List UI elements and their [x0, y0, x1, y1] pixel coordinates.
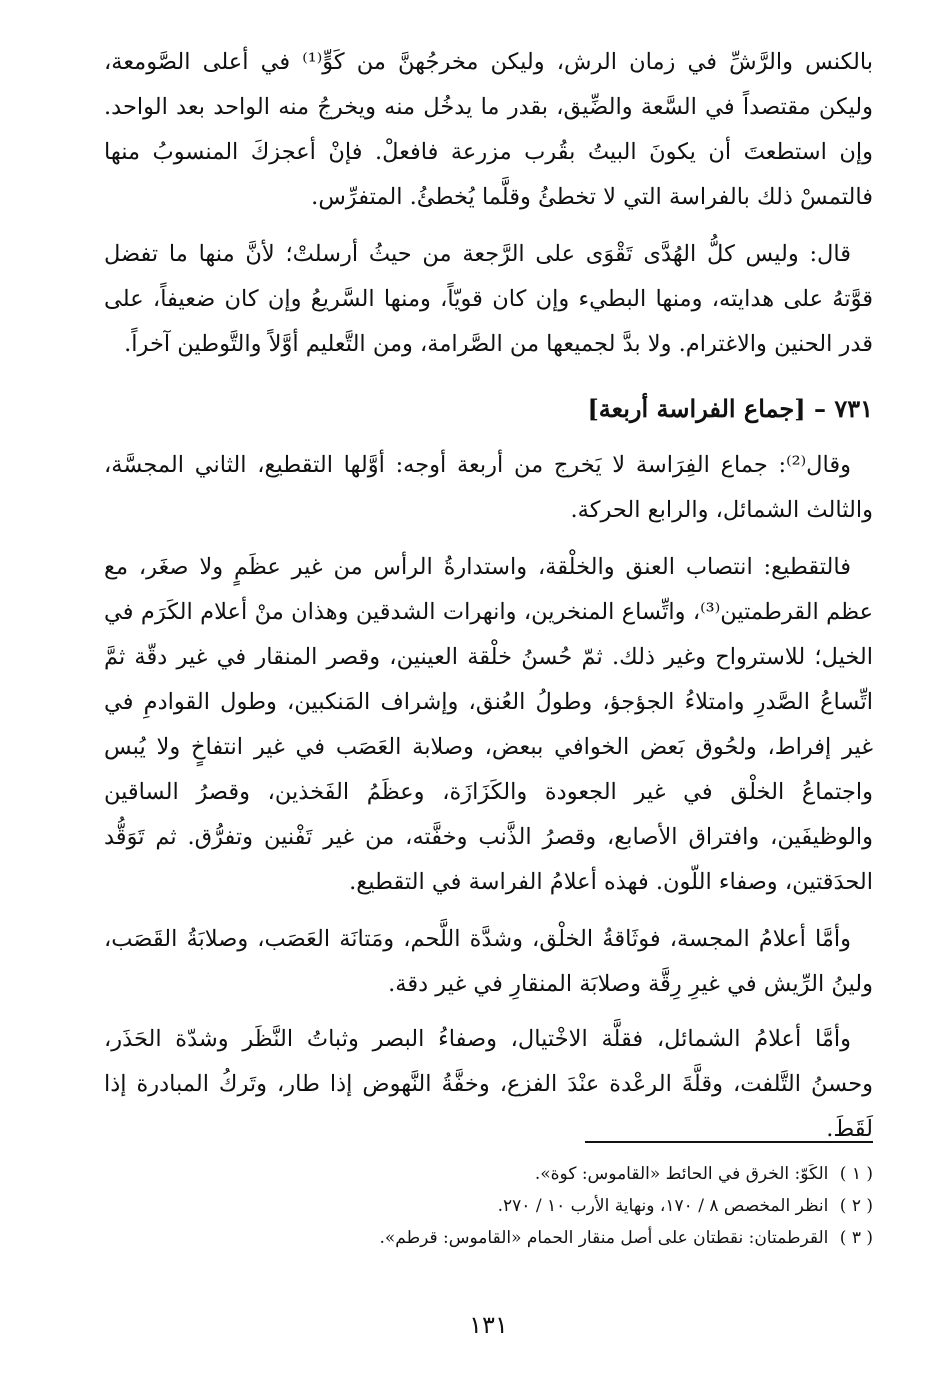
footnotes-list [104, 1158, 873, 1254]
section-dash: – [813, 394, 826, 423]
footnote-item [104, 1190, 873, 1222]
footnote-number: ( ٣ ) [839, 1228, 873, 1248]
paragraph-shamail: وأمَّا أعلامُ الشمائل، فقلَّة الاخْتيال، وصفاءُ البصر وثباتُ النَّظَر وشدّة الحَذَر، وحسنُ التَّلفت، وقلَّةَ الرعْدة عنْدَ الفزع، وخفَّةُ النَّهوض إذا طار، وتَركُ المبادرة إذا لَقَطَ. [104, 1026, 873, 1142]
paragraph-majassa: وأمَّا أعلامُ المجسة، فوثَاقةُ الخلْق، وشدَّة اللَّحم، ومَتانَة العَصَب، وصلابَةُ القَصَب، ولينُ الرِّيش في غيرِ رِقَّة وصلابَة المنقارِ في غير دقة. [104, 926, 873, 997]
paragraph-taqti: فالتقطيع: انتصاب العنق والخلْقة، واستدارةُ الرأس من غير عظَمٍ ولا صغَر، مع عظم القرطمتين⁽³⁾، واتِّساع المنخرين، وانهرات الشدقين وهذان منْ أعلام الكَرَم في الخيل؛ للاسترواح وغير ذلك. ثمّ حُسنُ خلْقة العينين، وقصر المنقار في غير دقّة ثمَّ اتِّساعُ الصَّدرِ وامتلاءُ الجؤجؤ، وطولُ العُنق، وإشراف المَنكبين، وطول القوادمِ في غير إفراط، ولحُوق بَعض الخوافي ببعض، وصلابة العَصَب في غير انتفاخٍ ولا يُبس واجتماعُ الخلْق في غير الجعودة والكَزَازَة، وعظَمُ الفَخذين، وقصرُ الساقين والوظيفَين، وافتراق الأصابع، وقصرُ الذَّنب وخفَّته، من غير تَفْنين وتفرُّق. ثم تَوَقُّد الحدَقتين، وصفاء اللّون. فهذه أعلامُ الفراسة في التقطيع. [104, 554, 873, 895]
footnote-number: ( ١ ) [839, 1164, 873, 1184]
footnote-item [104, 1158, 873, 1190]
footnote-area [104, 40, 873, 1389]
footnote-item [104, 1222, 873, 1254]
section-title: [جماع الفراسة أربعة] [587, 394, 806, 423]
footnote-text: القرطمتان: نقطتان على أصل منقار الحمام «القاموس: قرطم». [379, 1228, 829, 1248]
footnote-text: الكَوّ: الخرق في الحائط «القاموس: كوة». [534, 1164, 829, 1184]
paragraph-continued: بالكنس والرَّشِّ في زمان الرش، وليكن مخرجُهنَّ من كَوٍّ⁽¹⁾ في أعلى الصَّومعة، وليكن مقتصداً في السَّعة والضِّيق، بقدر ما يدخُل منه ويخرجُ منه الواحد بعد الواحد. وإن استطعتَ أن يكونَ البيتُ بقُرب مزرعة فافعلْ. فإنْ أعجزكَ المنسوبُ منها فالتمسْ ذلك بالفراسة التي لا تخطئُ وقلَّما يُخطئُ. المتفرِّس. [104, 49, 873, 210]
footnote-text: انظر المخصص ٨ / ١٧٠، ونهاية الأرب ١٠ / ٢٧٠. [497, 1196, 829, 1216]
paragraph-hudda: قال: وليس كلُّ الهُدَّى تَقْوَى على الرَّجعة من حيثُ أرسلتْ؛ لأنَّ منها ما تفضل قوَّتهُ على هدايته، ومنها البطيء وإن كان قويّاً، ومنها السَّريعُ وإن كان ضعيفاً، على قدر الحنين والاغترام. ولا بدَّ لجميعها من الصَّرامة، ومن التَّعليم أوَّلاً والتَّوطين آخراً. [104, 241, 873, 357]
footnote-number: ( ٢ ) [839, 1196, 873, 1216]
paragraph-jima: وقال⁽²⁾: جماع الفِرَاسة لا يَخرج من أربعة أوجه: أوَّلها التقطيع، الثاني المجسَّة، والثالث الشمائل، والرابع الحركة. [104, 452, 873, 523]
section-number: ٧٣١ [834, 394, 873, 423]
page-number: ١٣١ [469, 1311, 508, 1339]
footnote-separator [585, 1141, 873, 1143]
